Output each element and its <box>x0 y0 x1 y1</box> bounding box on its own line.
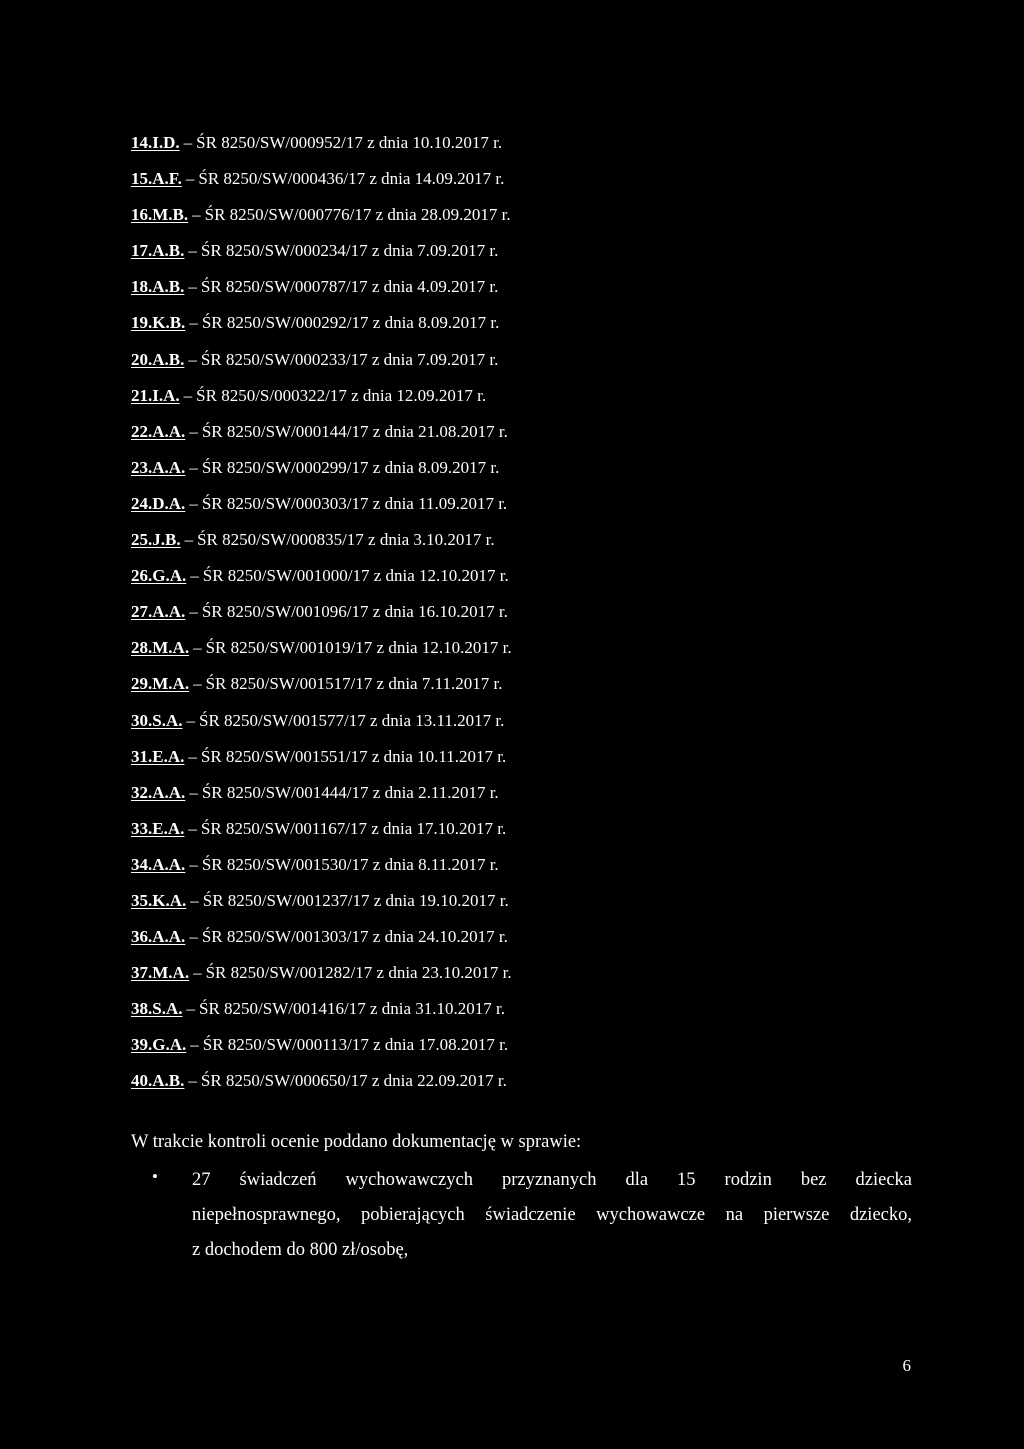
case-initials: 36.A.A. <box>131 927 186 947</box>
case-separator: – <box>189 602 198 622</box>
case-initials: 17.A.B. <box>131 241 185 261</box>
case-separator: – <box>189 457 198 477</box>
case-separator: – <box>192 205 201 225</box>
case-initials: 19.K.B. <box>131 313 186 333</box>
case-entry <box>131 815 931 851</box>
case-reference: ŚR 8250/SW/000292/17 z dnia 8.09.2017 r. <box>201 313 500 333</box>
case-entry <box>131 959 931 995</box>
case-initials: 20.A.B. <box>131 349 185 369</box>
case-entry <box>131 201 931 237</box>
bullet-line: z dochodem do 800 zł/osobę, <box>192 1240 409 1260</box>
case-initials: 22.A.A. <box>131 421 186 441</box>
case-reference: ŚR 8250/SW/001517/17 z dnia 7.11.2017 r. <box>205 674 503 694</box>
case-separator: – <box>189 313 198 333</box>
case-entry <box>131 273 931 309</box>
case-entry <box>131 634 931 670</box>
case-entry <box>131 454 931 490</box>
case-separator: – <box>185 169 195 189</box>
case-reference: ŚR 8250/SW/000234/17 z dnia 7.09.2017 r. <box>200 241 499 261</box>
case-reference: ŚR 8250/SW/001416/17 z dnia 31.10.2017 r. <box>198 999 505 1019</box>
case-separator: – <box>189 493 198 513</box>
case-entry <box>131 1067 931 1103</box>
case-entry <box>131 670 931 706</box>
case-reference: ŚR 8250/SW/001000/17 z dnia 12.10.2017 r. <box>202 566 509 586</box>
case-initials: 32.A.A. <box>131 782 186 802</box>
case-entry <box>131 923 931 959</box>
case-separator: – <box>188 349 197 369</box>
case-list <box>131 129 931 1104</box>
case-initials: 40.A.B. <box>131 1071 185 1091</box>
case-reference: ŚR 8250/SW/001444/17 z dnia 2.11.2017 r. <box>201 782 499 802</box>
case-entry <box>131 598 931 634</box>
case-reference: ŚR 8250/SW/001096/17 z dnia 16.10.2017 r. <box>201 602 508 622</box>
case-entry <box>131 851 931 887</box>
case-separator: – <box>188 1071 197 1091</box>
case-entry <box>131 779 931 815</box>
case-entry <box>131 995 931 1031</box>
case-entry <box>131 346 931 382</box>
case-reference: ŚR 8250/SW/000952/17 z dnia 10.10.2017 r. <box>196 133 503 152</box>
case-entry <box>131 526 931 562</box>
case-reference: ŚR 8250/SW/001019/17 z dnia 12.10.2017 r. <box>205 638 512 658</box>
case-initials: 30.S.A. <box>131 710 183 730</box>
case-initials: 18.A.B. <box>131 277 185 297</box>
case-reference: ŚR 8250/SW/001551/17 z dnia 10.11.2017 r. <box>200 746 507 766</box>
case-separator: – <box>193 963 202 983</box>
case-separator: – <box>193 638 202 658</box>
case-separator: – <box>188 277 197 297</box>
case-entry <box>131 743 931 779</box>
case-initials: 15.A.F. <box>131 169 182 189</box>
case-reference: ŚR 8250/S/000322/17 z dnia 12.09.2017 r. <box>196 385 487 405</box>
case-entry <box>131 237 931 273</box>
bullet-list-item <box>152 1163 912 1268</box>
case-reference: ŚR 8250/SW/000233/17 z dnia 7.09.2017 r. <box>200 349 499 369</box>
intro-paragraph: W trakcie kontroli ocenie poddano dokumentację w sprawie: <box>131 1132 582 1152</box>
case-reference: ŚR 8250/SW/000436/17 z dnia 14.09.2017 r. <box>198 169 505 189</box>
case-initials: 39.G.A. <box>131 1035 187 1055</box>
case-separator: – <box>189 421 198 441</box>
case-entry <box>131 418 931 454</box>
case-entry <box>131 887 931 923</box>
case-initials: 38.S.A. <box>131 999 183 1019</box>
case-separator: – <box>188 746 197 766</box>
case-reference: ŚR 8250/SW/001237/17 z dnia 19.10.2017 r. <box>202 890 509 910</box>
case-separator: – <box>190 1035 199 1055</box>
case-initials: 24.D.A. <box>131 493 186 513</box>
case-entry <box>131 382 931 418</box>
case-initials: 21.I.A. <box>131 385 180 405</box>
case-initials: 31.E.A. <box>131 746 185 766</box>
case-reference: ŚR 8250/SW/000113/17 z dnia 17.08.2017 r. <box>202 1035 509 1055</box>
case-initials: 29.M.A. <box>131 674 190 694</box>
case-separator: – <box>193 674 202 694</box>
case-reference: ŚR 8250/SW/000144/17 z dnia 21.08.2017 r. <box>201 421 508 441</box>
case-initials: 27.A.A. <box>131 602 186 622</box>
bullet-text <box>192 1163 912 1268</box>
case-entry <box>131 165 931 201</box>
case-initials: 34.A.A. <box>131 854 186 874</box>
page-number: 6 <box>902 1356 911 1375</box>
case-separator: – <box>189 927 198 947</box>
case-initials: 26.G.A. <box>131 566 187 586</box>
case-entry <box>131 129 931 165</box>
case-reference: ŚR 8250/SW/001530/17 z dnia 8.11.2017 r. <box>201 854 499 874</box>
bullet-line: 27 świadczeń wychowawczych przyznanych dla 15 rodzin bez dziecka <box>192 1170 912 1190</box>
case-separator: – <box>189 782 198 802</box>
bullet-line: niepełnosprawnego, pobierających świadczenie wychowawcze na pierwsze dziecko, <box>192 1205 912 1225</box>
case-reference: ŚR 8250/SW/000787/17 z dnia 4.09.2017 r. <box>200 277 499 297</box>
case-separator: – <box>184 530 194 550</box>
case-initials: 14.I.D. <box>131 133 180 152</box>
case-separator: – <box>186 999 195 1019</box>
case-entry <box>131 707 931 743</box>
case-separator: – <box>188 818 197 838</box>
case-initials: 28.M.A. <box>131 638 190 658</box>
bullet-icon: • <box>152 1167 158 1186</box>
case-reference: ŚR 8250/SW/000776/17 z dnia 28.09.2017 r. <box>204 205 511 225</box>
case-initials: 33.E.A. <box>131 818 185 838</box>
case-reference: ŚR 8250/SW/001282/17 z dnia 23.10.2017 r. <box>205 963 512 983</box>
case-entry <box>131 562 931 598</box>
case-reference: ŚR 8250/SW/001167/17 z dnia 17.10.2017 r. <box>200 818 507 838</box>
case-reference: ŚR 8250/SW/000650/17 z dnia 22.09.2017 r. <box>200 1071 507 1091</box>
case-initials: 37.M.A. <box>131 963 190 983</box>
case-entry <box>131 309 931 345</box>
case-entry <box>131 1031 931 1067</box>
case-separator: – <box>183 385 193 405</box>
case-separator: – <box>190 890 199 910</box>
case-initials: 25.J.B. <box>131 530 181 550</box>
case-separator: – <box>186 710 195 730</box>
case-reference: ŚR 8250/SW/000835/17 z dnia 3.10.2017 r. <box>197 530 495 550</box>
case-entry <box>131 490 931 526</box>
case-separator: – <box>190 566 199 586</box>
case-reference: ŚR 8250/SW/000299/17 z dnia 8.09.2017 r. <box>201 457 500 477</box>
case-reference: ŚR 8250/SW/001577/17 z dnia 13.11.2017 r. <box>198 710 505 730</box>
case-reference: ŚR 8250/SW/001303/17 z dnia 24.10.2017 r. <box>201 927 508 947</box>
case-initials: 23.A.A. <box>131 457 186 477</box>
case-initials: 16.M.B. <box>131 205 189 225</box>
case-separator: – <box>188 241 197 261</box>
case-separator: – <box>183 133 193 152</box>
case-reference: ŚR 8250/SW/000303/17 z dnia 11.09.2017 r. <box>201 493 508 513</box>
case-initials: 35.K.A. <box>131 890 187 910</box>
case-separator: – <box>189 854 198 874</box>
